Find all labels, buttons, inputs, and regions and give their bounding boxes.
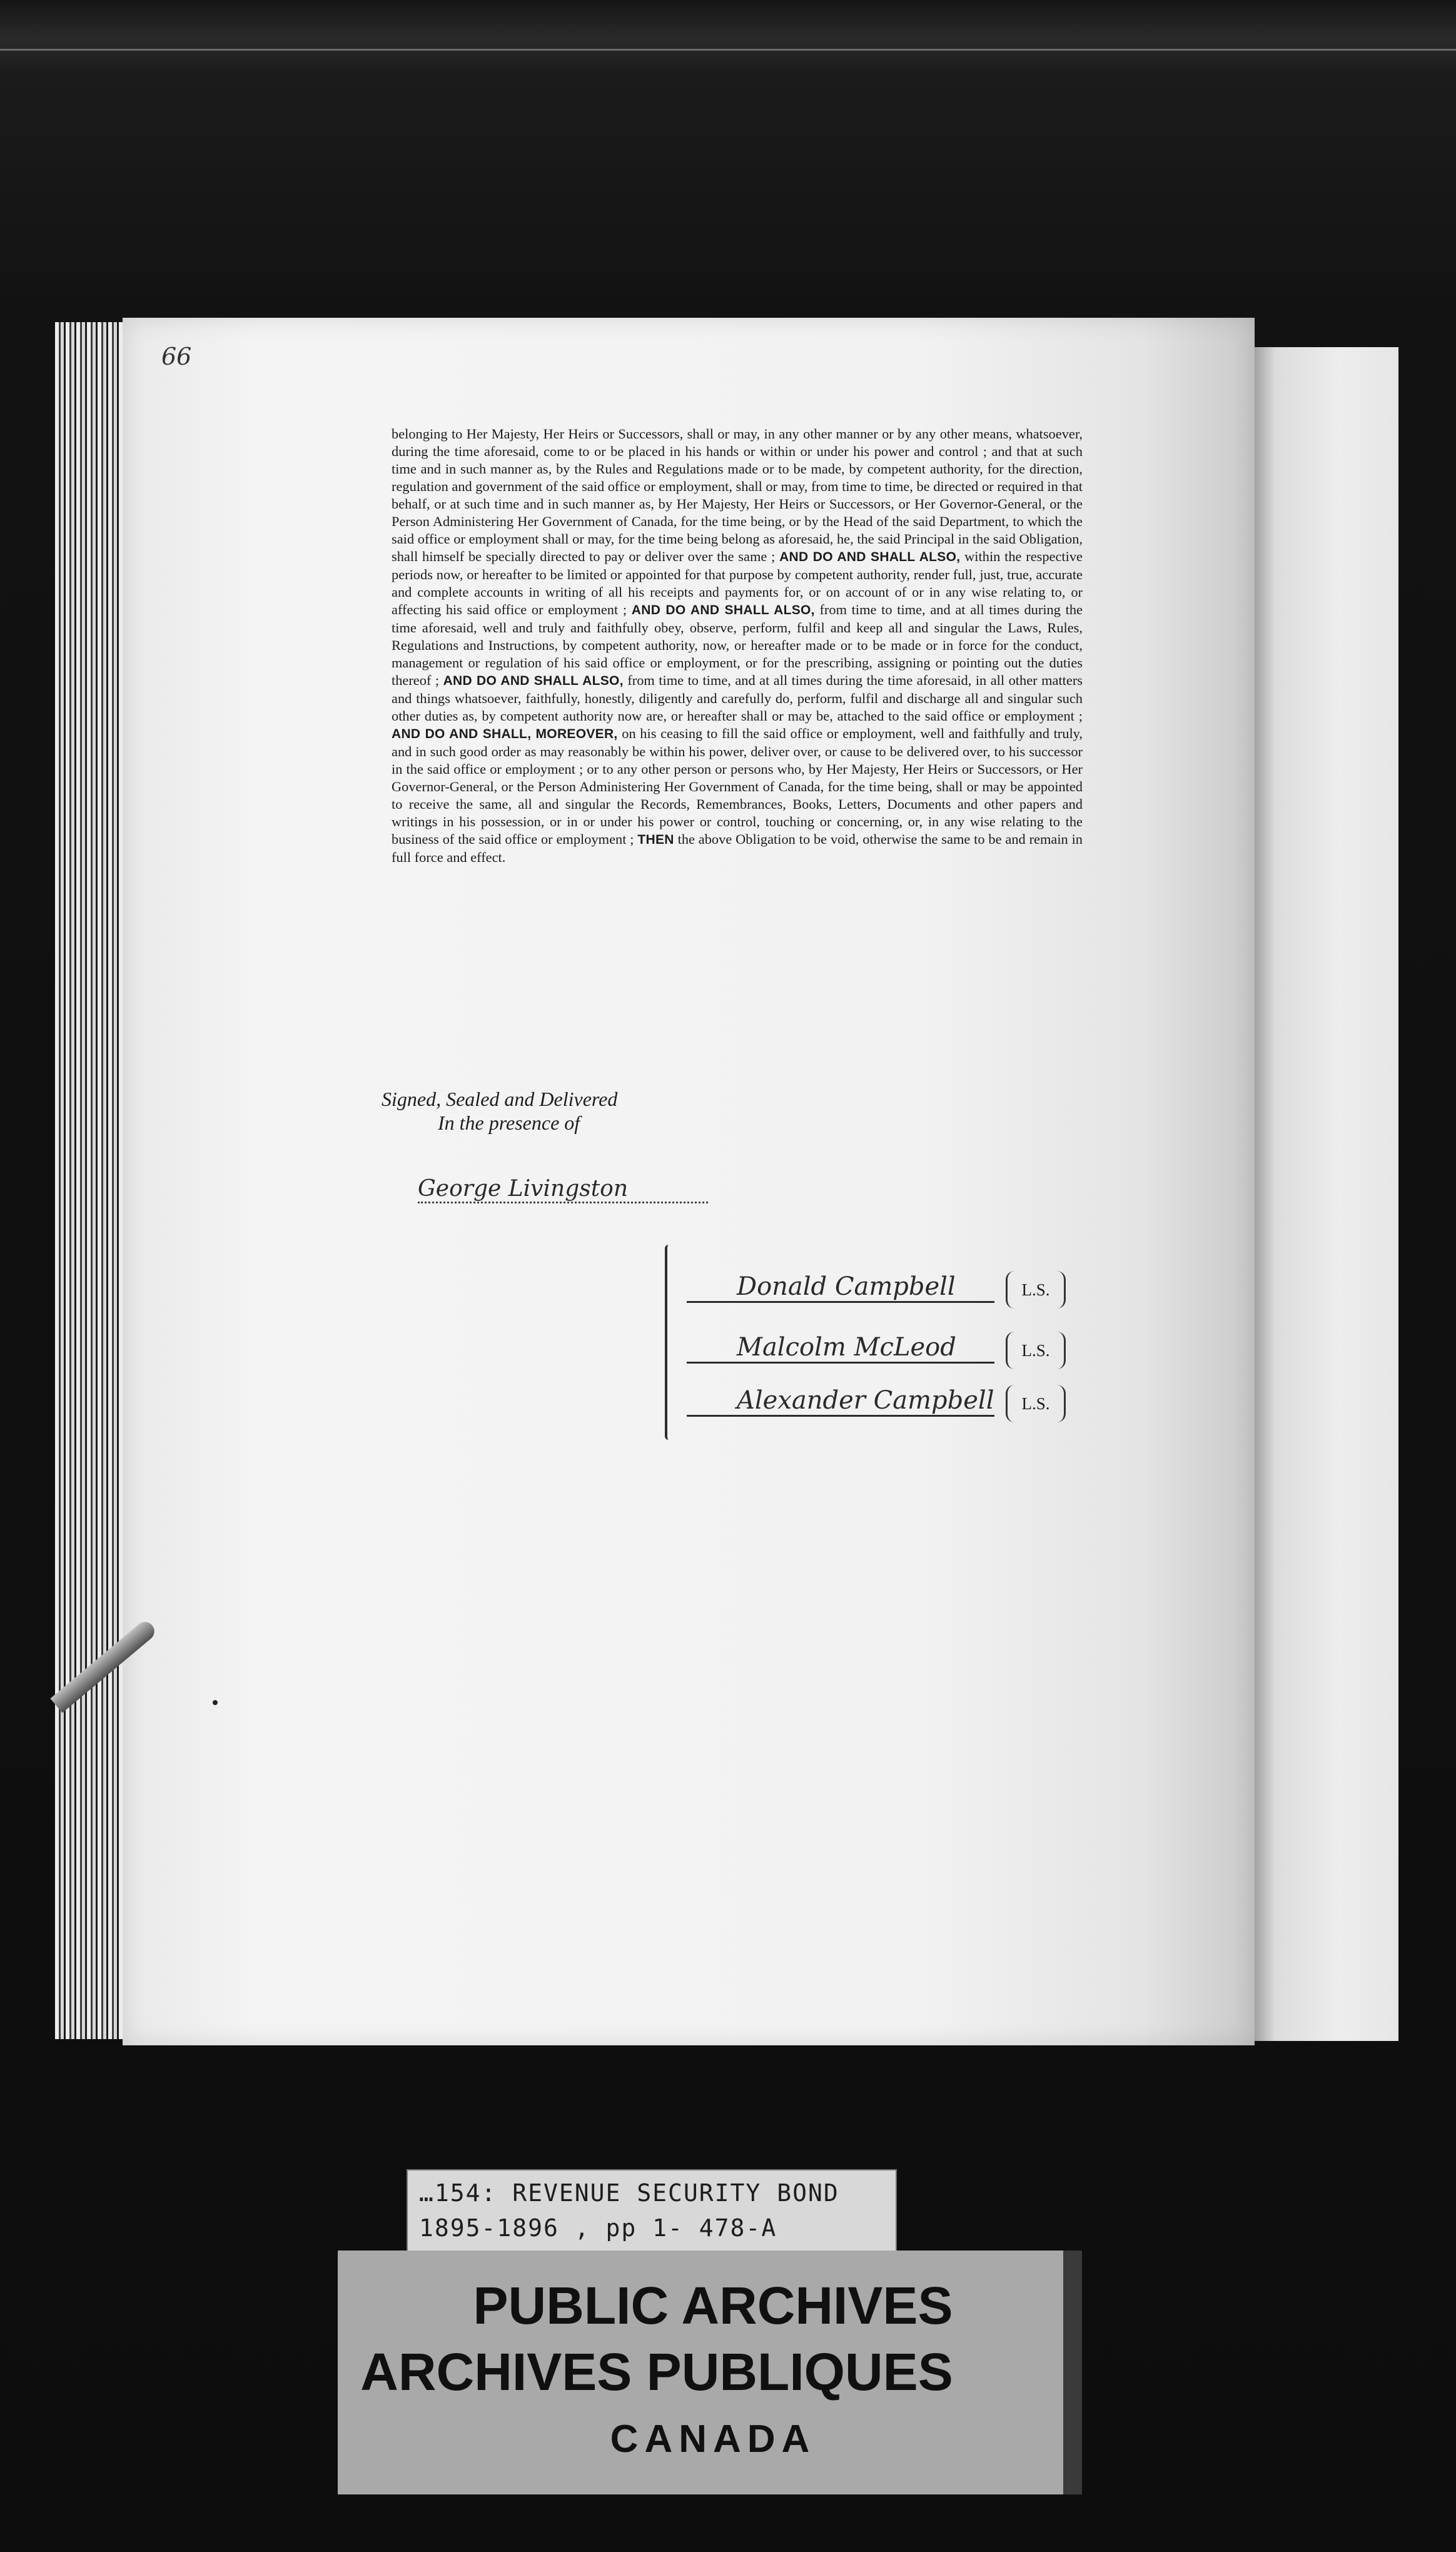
film-edge-line [0,49,1456,51]
signature-line [687,1415,994,1417]
clause-keyword: AND DO AND SHALL ALSO, [443,674,624,688]
signatory-signature: Alexander Campbell [737,1386,994,1415]
archive-card [338,2251,1082,2494]
clause-text: from time to time, and at all times during the time aforesaid, in all other matters and things whatsoever, faithfully, honestly, diligently and carefully do, perform, fulfil and discharge all and singular such other duties as, by competent authority now are, or hereafter shall or may be, attached to the said office or employment ; [392,672,1083,724]
archive-card-line-2: ARCHIVES PUBLIQUES [360,2342,953,2401]
signatory-row [687,1329,1062,1370]
clause-keyword: THEN [637,833,674,847]
seal-mark: L.S. [1006,1385,1066,1422]
signatory-signature: Malcolm McLeod [737,1333,956,1362]
ink-dot [213,1700,218,1705]
witness-signature-line [418,1176,708,1203]
seal-mark: L.S. [1006,1332,1066,1369]
witness-signature: George Livingston [418,1176,629,1202]
signatory-signature: Donald Campbell [737,1272,956,1301]
clause-text: belonging to Her Majesty, Her Heirs or Successors, shall or may, in any other manner or by any other means, whatsoever, during the time aforesaid, come to or be placed in his hands or within or under his power and control ; and that at such time and in such manner as, by the Rules and Regulations made or to be made, by competent authority, for the direction, regulation and government of the said office or employment, shall or may, from time to time, be directed or required in that behalf, or at such time and in such manner as, by Her Majesty, Her Heirs or Successors, or Her Governor-General, or the Person Administering Her Government of Canada, for the time being, or by the Head of the said Department, to which the said office or employment shall or may, for the time being belong as aforesaid, he, the said Principal in the said Obligation, shall himself be specially directed to pay or deliver over the same ; [392,426,1083,564]
signatory-row [687,1382,1062,1424]
seal-mark: L.S. [1006,1271,1066,1309]
clause-text: on his ceasing to fill the said office or employment, well and faithfully and truly, and in such good order as may reasonably be within his power, deliver over, or cause to be delivered over, to his successor in the said office or employment ; or to any other person or persons who, by Her Majesty, Her Heirs or Successors, or Her Governor-General, or the Person Administering Her Government of Canada, for the time being, shall or may be appointed to receive the same, all and singular the Records, Remembrances, Books, Letters, Documents and other papers and writings in his possession, or in or under his power or control, touching or concerning, or, in any wise relating to the business of the said office or employment ; [392,726,1083,847]
attestation-line-2: In the presence of [438,1111,580,1134]
clause-text: within the respective periods now, or hereafter to be limited or appointed for that purpose by competent authority, render full, just, true, accurate and complete accounts in writing of all his receipts and payments for, or on account of or in any wise relating to, or affecting his said office or employment ; [392,549,1083,617]
signatories-brace [665,1245,677,1440]
clause-text: the above Obligation to be void, otherwise the same to be and remain in full force and effect. [392,831,1083,865]
reference-label [407,2169,897,2253]
attestation-heading [382,1087,617,1135]
attestation-line-1: Signed, Sealed and Delivered [382,1088,618,1110]
signature-line [687,1301,994,1303]
archive-card-line-1: PUBLIC ARCHIVES [473,2276,953,2335]
clause-keyword: AND DO AND SHALL, MOREOVER, [392,727,618,741]
handwritten-page-number: 66 [161,343,192,370]
next-page-edge [1248,347,1398,2041]
clause-keyword: AND DO AND SHALL ALSO, [631,603,815,617]
reference-label-line-1: …154: REVENUE SECURITY BOND [419,2179,839,2207]
signatory-row [687,1268,1062,1310]
clause-keyword: AND DO AND SHALL ALSO, [779,550,961,564]
archive-card-line-3: CANADA [610,2418,816,2461]
clause-text: from time to time, and at all times during the time aforesaid, well and truly and faithfully obey, observe, perform, fulfil and keep all and singular the Laws, Rules, Regulations and Instructions, by competent authority, now, or hereafter made or to be made or in force for the conduct, management or regulation of his said office or employment, or for the prescribing, assigning or pointing out the duties thereof ; [392,602,1083,688]
bond-condition-text [392,425,1083,866]
reference-label-line-2: 1895-1896 , pp 1- 478-A [419,2214,777,2242]
signature-line [687,1362,994,1364]
